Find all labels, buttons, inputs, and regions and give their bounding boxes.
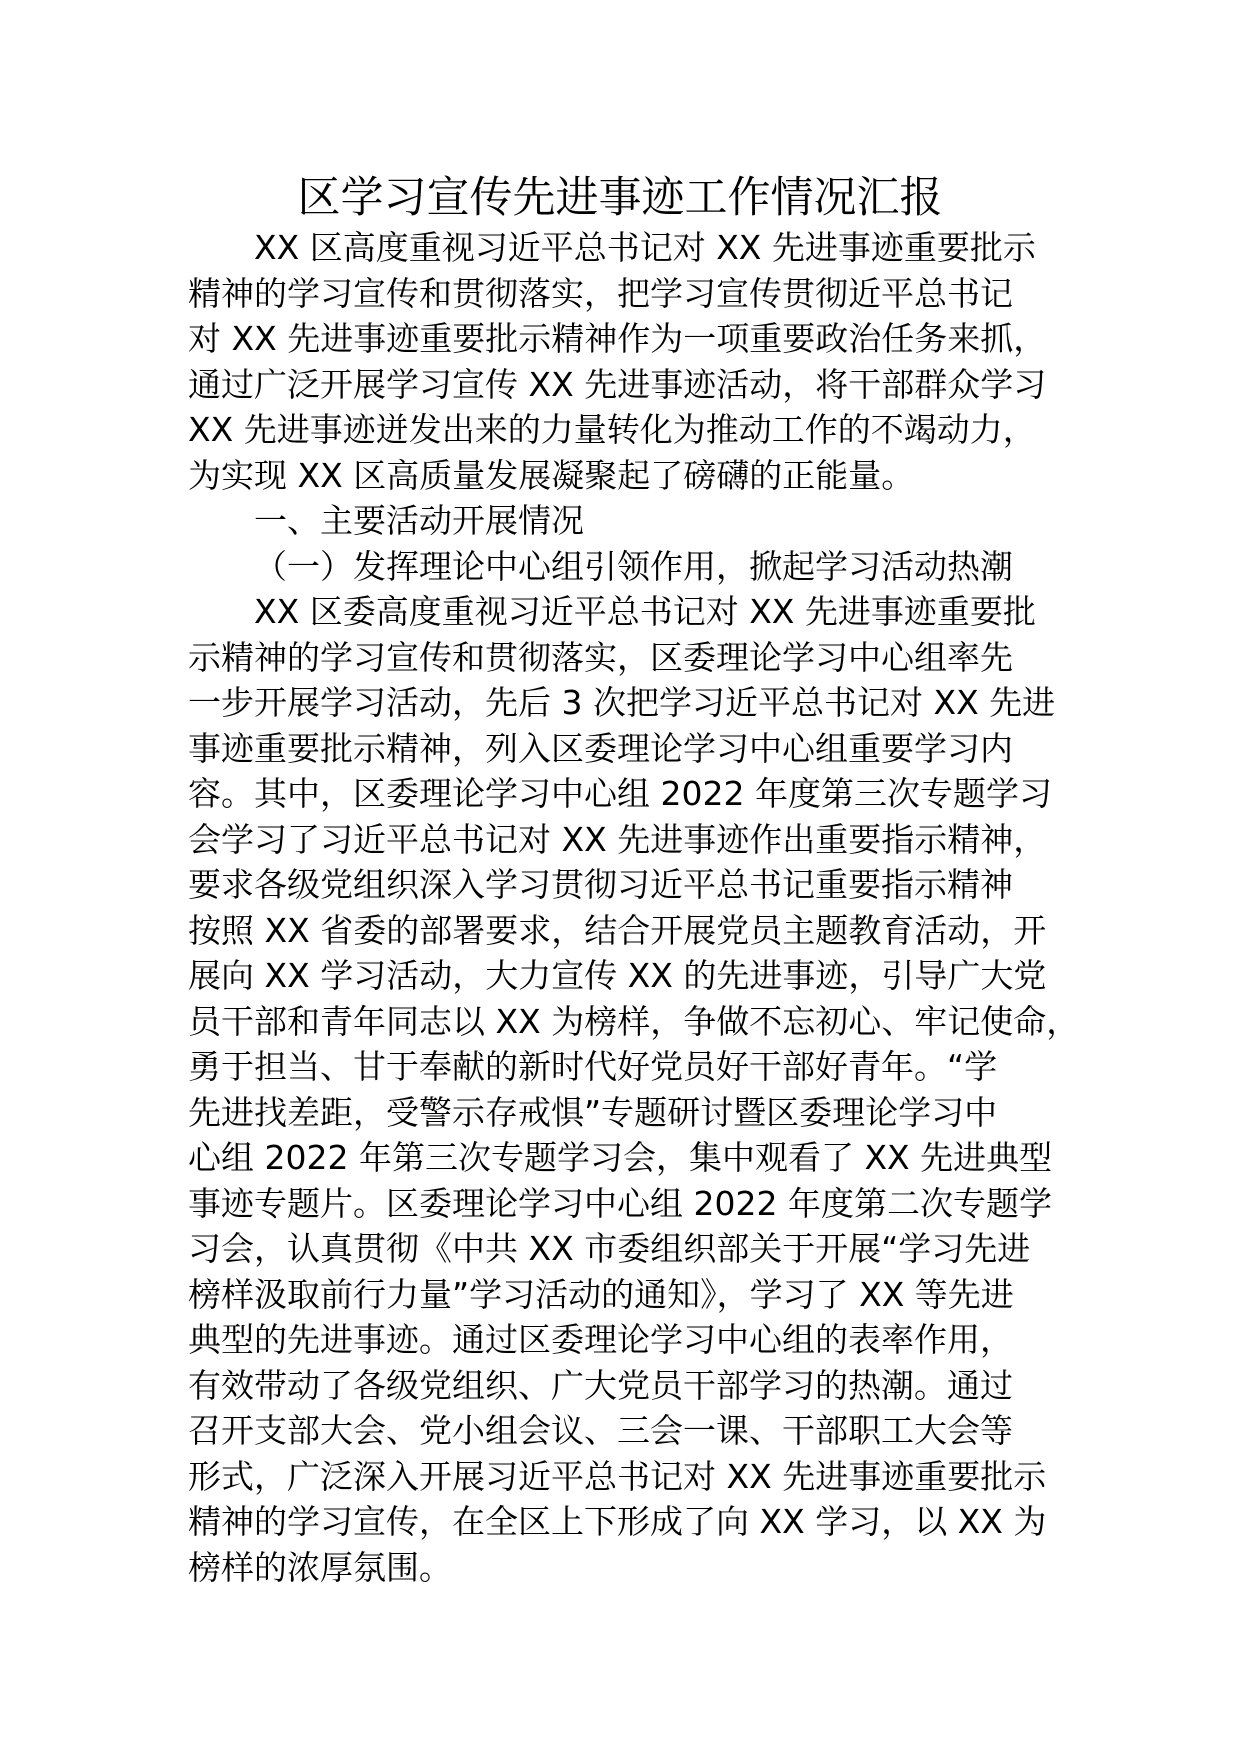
- text-line: 心组 2022 年第三次专题学习会，集中观看了 XX 先进典型: [188, 1138, 1053, 1177]
- text-line: 员干部和青年同志以 XX 为榜样，争做不忘初心、牢记使命，: [188, 1001, 1080, 1041]
- text-line: 勇于担当、甘于奉献的新时代好党员好干部好青年。“学: [188, 1047, 998, 1086]
- text-line: 容。其中，区委理论学习中心组 2022 年度第三次专题学习: [188, 774, 1052, 813]
- text-line: 事迹专题片。区委理论学习中心组 2022 年度第二次专题学: [188, 1183, 1052, 1223]
- document-body: [188, 225, 1088, 1590]
- text-line: XX 先进事迹迸发出来的力量转化为推动工作的不竭动力，: [188, 410, 1036, 449]
- text-line: 对 XX 先进事迹重要批示精神作为一项重要政治任务来抓，: [188, 319, 1047, 358]
- text-line: XX 区高度重视习近平总书记对 XX 先进事迹重要批示: [254, 228, 1036, 267]
- text-line: 一、主要活动开展情况: [254, 501, 584, 540]
- text-line: 通过广泛开展学习宣传 XX 先进事迹活动，将干部群众学习: [188, 364, 1047, 404]
- text-line: 精神的学习宣传，在全区上下形成了向 XX 学习，以 XX 为: [188, 1502, 1047, 1541]
- text-line: 召开支部大会、党小组会议、三会一课、干部职工大会等: [188, 1411, 1013, 1450]
- text-line: 展向 XX 学习活动，大力宣传 XX 的先进事迹，引导广大党: [188, 956, 1047, 995]
- text-line: 示精神的学习宣传和贯彻落实，区委理论学习中心组率先: [188, 637, 1013, 677]
- text-line: 习会，认真贯彻《中共 XX 市委组织部关于开展“学习先进: [188, 1229, 1031, 1268]
- text-line: 按照 XX 省委的部署要求，结合开展党员主题教育活动，开: [188, 910, 1047, 950]
- text-line: 榜样汲取前行力量”学习活动的通知》，学习了 XX 等先进: [188, 1274, 1014, 1314]
- text-line: 要求各级党组织深入学习贯彻习近平总书记重要指示精神: [188, 865, 1013, 904]
- text-line: 榜样的浓厚氛围。: [188, 1547, 452, 1587]
- text-line: 事迹重要批示精神，列入区委理论学习中心组重要学习内: [188, 728, 1013, 768]
- text-line: XX 区委高度重视习近平总书记对 XX 先进事迹重要批: [254, 592, 1036, 631]
- text-line: 先进找差距，受警示存戒惧”专题研讨暨区委理论学习中: [188, 1092, 998, 1132]
- text-line: （一）发挥理论中心组引领作用，掀起学习活动热潮: [254, 546, 1013, 586]
- page-title: 区学习宣传先进事迹工作情况汇报: [297, 173, 943, 223]
- text-line: 典型的先进事迹。通过区委理论学习中心组的表率作用，: [188, 1320, 1013, 1359]
- text-line: 形式，广泛深入开展习近平总书记对 XX 先进事迹重要批示: [188, 1456, 1047, 1496]
- text-line: 有效带动了各级党组织、广大党员干部学习的热潮。通过: [188, 1365, 1013, 1405]
- text-line: 精神的学习宣传和贯彻落实，把学习宣传贯彻近平总书记: [188, 273, 1013, 313]
- text-line: 为实现 XX 区高质量发展凝聚起了磅礴的正能量。: [188, 455, 915, 495]
- text-line: 会学习了习近平总书记对 XX 先进事迹作出重要指示精神，: [188, 819, 1047, 859]
- text-line: 一步开展学习活动，先后 3 次把学习近平总书记对 XX 先进: [188, 683, 1056, 722]
